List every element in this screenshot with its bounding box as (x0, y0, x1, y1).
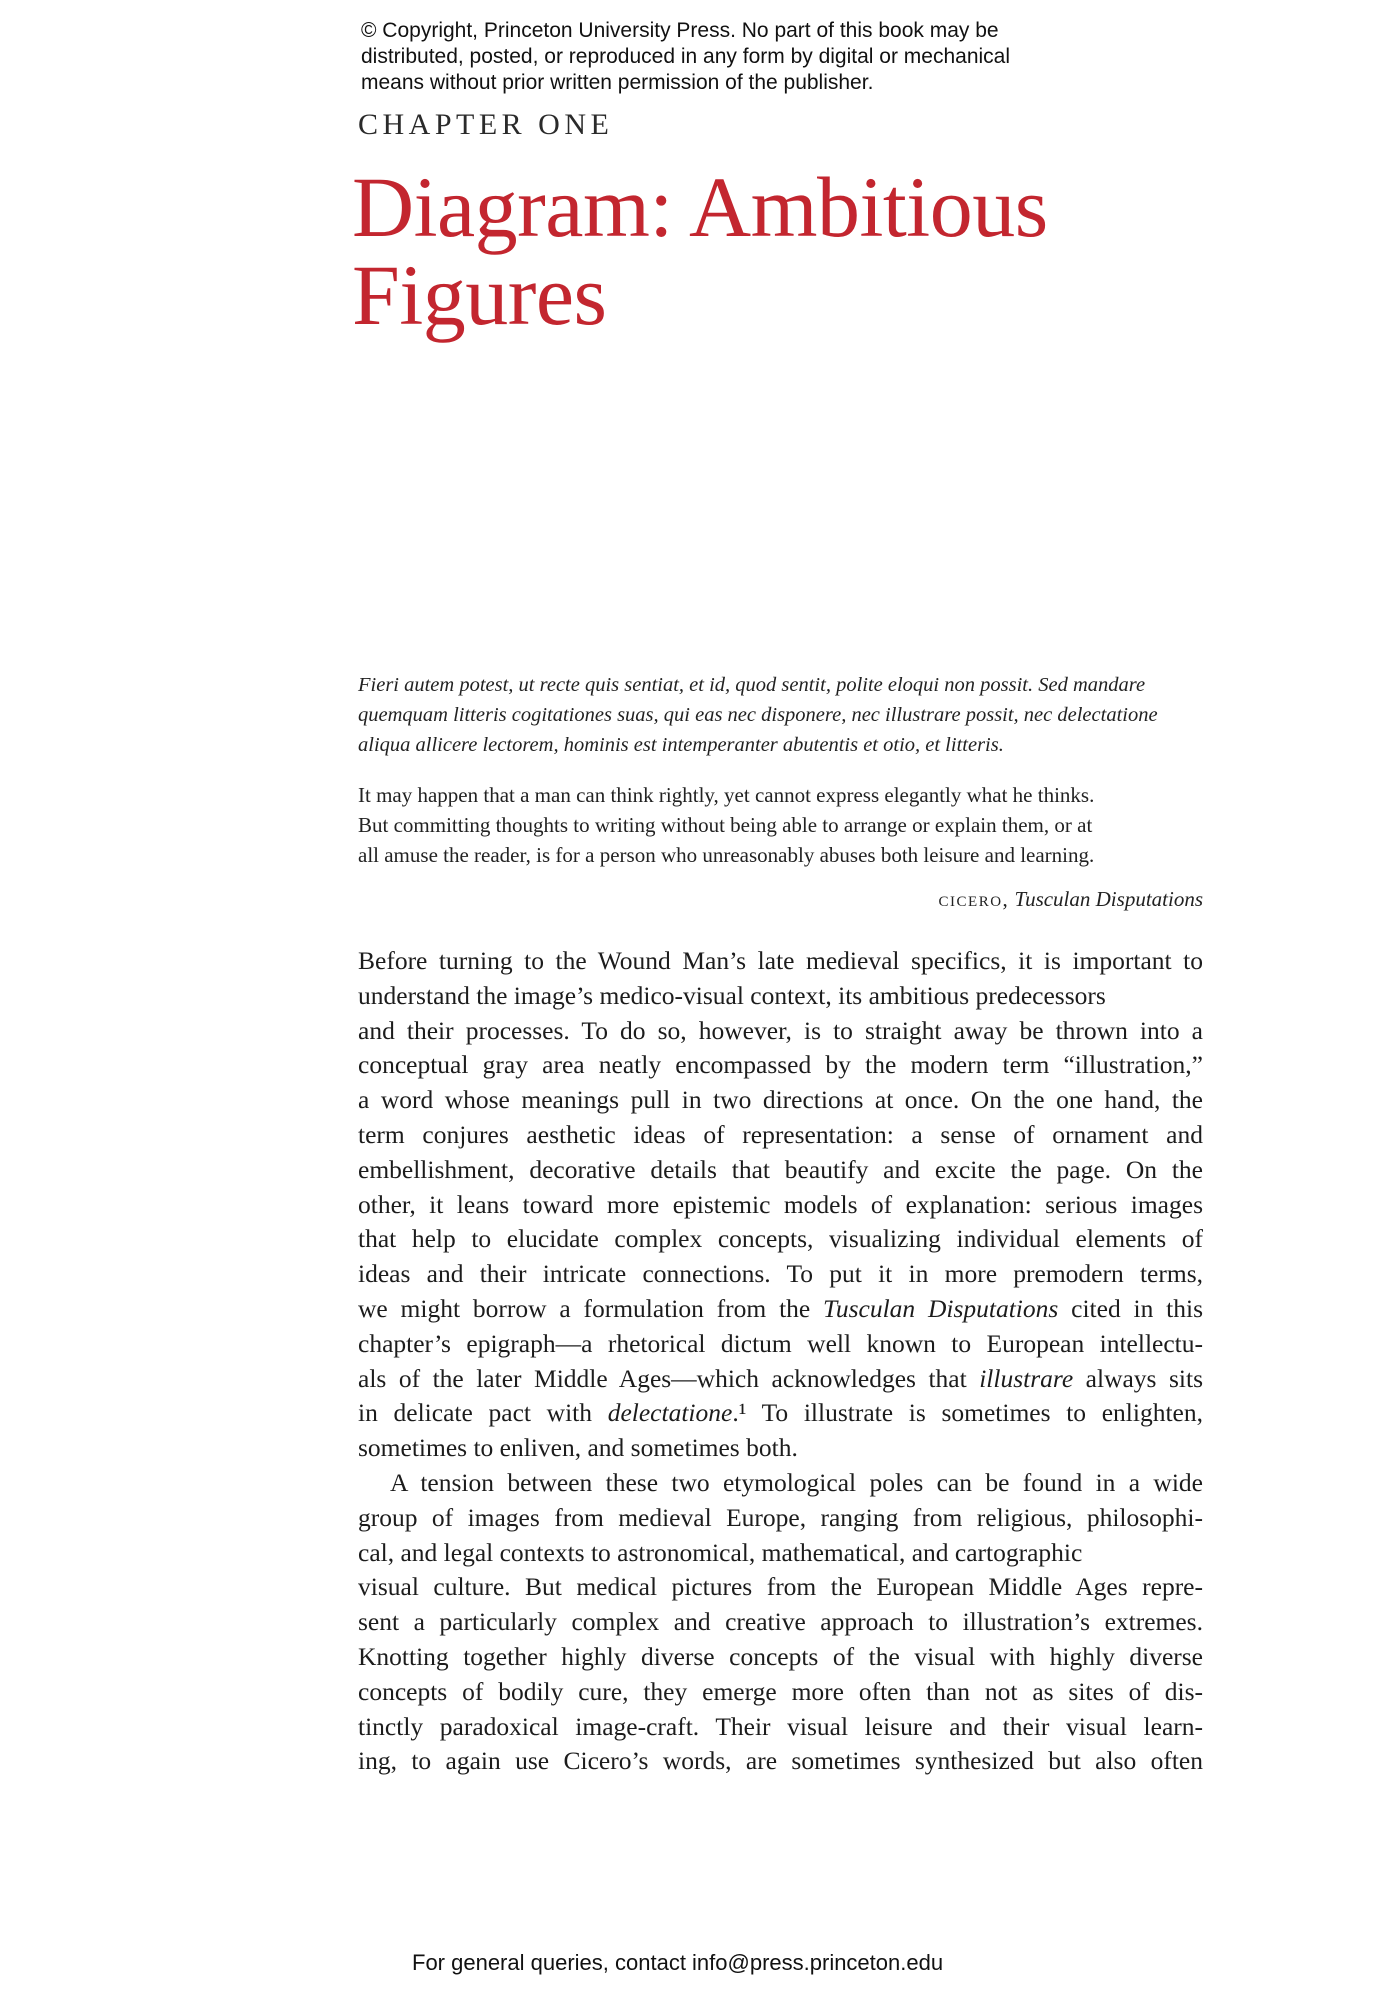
body-line: A tension between these two etymological poles can be found in a wide (390, 1467, 1203, 1497)
attribution-author: cicero, (938, 887, 1010, 911)
body-line (358, 1396, 1203, 1431)
epigraph-latin (358, 670, 1203, 760)
body-line: chapter’s epigraph—a rhetorical dictum well known to European intellectu- (358, 1328, 1203, 1358)
body-line: conceptual gray area neatly encompassed by the modern term “illustration,” (358, 1050, 1203, 1080)
body-line: tinctly paradoxical image-craft. Their visual leisure and their visual learn- (358, 1711, 1203, 1741)
body-line: sometimes to enliven, and sometimes both. (358, 1433, 798, 1463)
body-line: and their processes. To do so, however, is to straight away be thrown into a (358, 1015, 1203, 1045)
body-line-segment: cited in this (1058, 1293, 1204, 1323)
body-line-segment: als of the later Middle Ages—which acknowledges that (358, 1363, 980, 1393)
body-line: understand the image’s medico-visual context, its ambitious predecessors (358, 980, 1106, 1010)
body-line: ing, to again use Cicero’s words, are sometimes synthesized but also often (358, 1746, 1203, 1776)
body-line-segment: .¹ To illustrate is sometimes to enlighten, (732, 1398, 1204, 1428)
body-line: that help to elucidate complex concepts, visualizing individual elements of (358, 1224, 1203, 1254)
body-line-segment: always sits (1073, 1363, 1203, 1393)
copyright-line: means without prior written permission of the publisher. (361, 71, 874, 94)
body-line: Before turning to the Wound Man’s late medieval specifics, it is important to (358, 946, 1203, 975)
body-line: cal, and legal contexts to astronomical, mathematical, and cartographic (358, 1537, 1083, 1567)
copyright-line: distributed, posted, or reproduced in any form by digital or mechanical (361, 45, 1011, 68)
chapter-label: CHAPTER ONE (358, 108, 614, 141)
body-line: group of images from medieval Europe, ranging from religious, philosophi- (358, 1502, 1203, 1532)
body-text (358, 944, 1203, 1779)
body-line: Knotting together highly diverse concepts of the visual with highly diverse (358, 1641, 1203, 1671)
attribution-work: Tusculan Disputations (1014, 887, 1203, 911)
body-line-segment: we might borrow a formulation from the (358, 1293, 824, 1323)
body-line-italic: illustrare (979, 1363, 1074, 1393)
chapter-title-line: Figures (352, 247, 607, 343)
epigraph-translation-line: But committing thoughts to writing without being able to arrange or explain them, or at (358, 813, 1093, 837)
body-line-italic: Tusculan Disputations (823, 1293, 1059, 1323)
body-line-italic: delectatione (607, 1398, 733, 1428)
epigraph-translation-line: all amuse the reader, is for a person who unreasonably abuses both leisure and learning. (358, 843, 1095, 867)
epigraph-latin-line: quemquam litteris cogitationes suas, qui eas nec disponere, nec illustrare possit, nec delectatione (358, 704, 1158, 726)
body-line: embellishment, decorative details that beautify and excite the page. On the (358, 1154, 1203, 1184)
body-line: a word whose meanings pull in two directions at once. On the one hand, the (358, 1085, 1203, 1115)
chapter-title-line: Diagram: Ambitious (352, 159, 1048, 255)
body-line: sent a particularly complex and creative approach to illustration’s extremes. (358, 1607, 1203, 1637)
copyright-notice (361, 18, 1081, 96)
body-line: visual culture. But medical pictures from the European Middle Ages repre- (358, 1572, 1203, 1602)
body-line: other, it leans toward more epistemic models of explanation: serious images (358, 1189, 1203, 1219)
epigraph-latin-line: aliqua allicere lectorem, hominis est intemperanter abutentis et otio, et litteris. (358, 734, 1004, 756)
body-line: term conjures aesthetic ideas of representation: a sense of ornament and (358, 1119, 1203, 1149)
epigraph-translation (358, 780, 1203, 870)
chapter-title (352, 159, 1252, 343)
body-line-segment: in delicate pact with (358, 1398, 608, 1428)
copyright-line: © Copyright, Princeton University Press. No part of this book may be (361, 19, 999, 42)
body-line: ideas and their intricate connections. To put it in more premodern terms, (358, 1259, 1203, 1289)
epigraph-latin-line: Fieri autem potest, ut recte quis sentiat, et id, quod sentit, polite eloqui non possit. Sed mandare (358, 674, 1146, 696)
body-line (358, 1362, 1203, 1397)
footer-contact: For general queries, contact info@press.princeton.edu (412, 1950, 944, 1975)
body-line: concepts of bodily cure, they emerge more often than not as sites of dis- (358, 1676, 1203, 1706)
epigraph-attribution (939, 887, 1203, 912)
epigraph-translation-line: It may happen that a man can think rightly, yet cannot express elegantly what he thinks. (358, 783, 1095, 807)
body-line (358, 1292, 1203, 1327)
